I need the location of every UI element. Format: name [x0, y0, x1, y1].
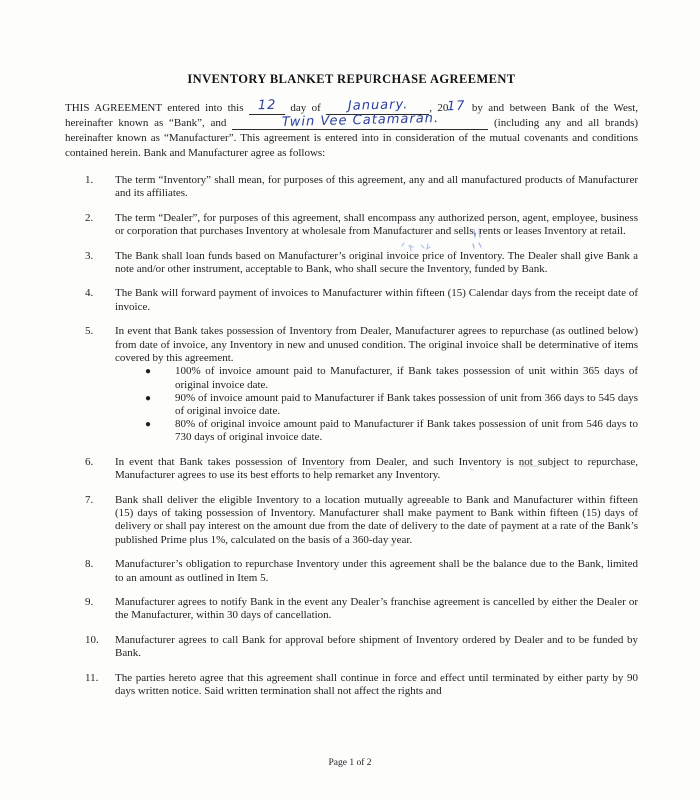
- clause-number: 2.: [85, 211, 94, 224]
- preamble-text-1: THIS AGREEMENT entered into this: [65, 102, 244, 114]
- bullet-text: 80% of original invoice amount paid to Manufacturer if Bank takes possession of unit from 546 days to 730 days of original invoice date.: [175, 418, 638, 444]
- clause-item-6: [65, 456, 638, 483]
- handwritten-month: January.: [347, 97, 409, 114]
- clause-item-5: [65, 325, 638, 444]
- page-footer: Page 1 of 2: [328, 758, 372, 768]
- clause-text: Manufacturer agrees to call Bank for approval before shipment of Inventory ordered by Dealer and to be funded by Bank.: [115, 633, 638, 660]
- clause-number: 11.: [85, 671, 99, 684]
- clause-text: In event that Bank takes possession of Inventory from Dealer, and such Inventory is not subject to repurchase, Manufacturer agrees to use its best efforts to help remarket any Inventory.: [115, 455, 638, 482]
- clause-text: The Bank shall loan funds based on Manufacturer’s original invoice price of Inventory. The Dealer shall give Bank a note and/or other instrument, acceptable to Bank, who shall secure the Inventory, funded by Bank.: [115, 249, 638, 276]
- bullet-item: [115, 392, 638, 418]
- preamble-paragraph: [65, 97, 639, 161]
- repurchase-tier-list: [115, 365, 638, 444]
- preamble-text-5: (including any and all brands) hereinafter known as “Manufacturer”. This agreement is entered into in consideration of the mutual covenants and conditions contained herein. Bank and Manufacturer agree as follows:: [65, 117, 639, 159]
- clause-text: Bank shall deliver the eligible Inventory to a location mutually agreeable to Bank and Manufacturer within fifteen (15) days of taking possession of Inventory. Manufacturer shall make payment to Bank within fifteen (15) days of delivery or shall pay interest on the amount due from the date of delivery to the date of payment at a rate of the Bank’s published Prime plus 1%, calculated on the basis of a 360-day year.: [115, 493, 638, 546]
- bullet-marker: ●: [145, 392, 152, 404]
- preamble-text-4: by and between Bank of the West, hereinafter known as “Bank”, and: [65, 102, 639, 129]
- clause-item-7: [65, 494, 638, 548]
- handwritten-manufacturer-name: Twin Vee Catamaran.: [281, 110, 439, 131]
- clause-number: 6.: [85, 455, 94, 468]
- day-blank: [249, 97, 285, 115]
- clause-text: Manufacturer agrees to notify Bank in the event any Dealer’s franchise agreement is cancelled by either the Dealer or the Manufacturer, within 30 days of cancellation.: [115, 595, 638, 622]
- bullet-item: [115, 365, 638, 391]
- handwritten-year: 17: [446, 98, 466, 115]
- preamble-text-3: , 20: [429, 102, 449, 114]
- bullet-text: 90% of invoice amount paid to Manufacturer if Bank takes possession of unit from 366 days to 545 days of original invoice date.: [175, 391, 638, 418]
- clause-text: In event that Bank takes possession of Inventory from Dealer, Manufacturer agrees to repurchase (as outlined below) from date of invoice, any Inventory in new and unused condition. The original invoice shall be determinative of items covered by this agreement.: [115, 325, 638, 365]
- clause-item-2: [65, 212, 638, 239]
- clause-item-9: [65, 596, 638, 623]
- clause-number: 4.: [85, 287, 94, 300]
- bullet-marker: ●: [145, 419, 152, 431]
- year-blank: [446, 98, 466, 115]
- bullet-item: [115, 418, 638, 444]
- clause-item-11: [65, 672, 638, 699]
- manufacturer-blank: [232, 110, 488, 131]
- clause-number: 1.: [85, 174, 94, 186]
- preamble-text-2: day of: [290, 102, 321, 114]
- clause-number: 9.: [85, 595, 94, 608]
- bullet-text: 100% of invoice amount paid to Manufacturer, if Bank takes possession of unit within 365 days of original invoice date.: [175, 365, 638, 391]
- clause-item-4: [65, 287, 638, 314]
- bullet-marker: ●: [145, 366, 152, 378]
- clause-item-1: [65, 174, 638, 201]
- clause-item-8: [65, 558, 638, 585]
- clause-number: 10.: [85, 633, 99, 646]
- clause-number: 7.: [85, 493, 94, 506]
- clause-text: The parties hereto agree that this agreement shall continue in force and effect until terminated by either party by 90 days written notice. Said written termination shall not affect the rights and: [115, 671, 638, 697]
- clause-number: 3.: [85, 249, 94, 262]
- clause-text: The Bank will forward payment of invoices to Manufacturer within fifteen (15) Calendar days from the receipt date of invoice.: [115, 287, 638, 313]
- clause-item-10: [65, 634, 638, 661]
- clause-number: 8.: [85, 558, 94, 571]
- document-content: [65, 72, 638, 709]
- handwritten-day: 12: [257, 97, 277, 114]
- clause-text: The term “Inventory” shall mean, for purposes of this agreement, any and all manufactured products of Manufacturer and its affiliates.: [115, 174, 638, 200]
- clause-number: 5.: [85, 325, 94, 338]
- clause-text: The term “Dealer”, for purposes of this agreement, shall encompass any authorized person, agent, employee, business or corporation that purchases Inventory at wholesale from Manufacturer and sells, rents or leases Inventory at retail.: [115, 211, 638, 238]
- document-title: INVENTORY BLANKET REPURCHASE AGREEMENT: [187, 72, 516, 86]
- clause-text: Manufacturer’s obligation to repurchase Inventory under this agreement shall be the balance due to the Bank, limited to an amount as outlined in Item 5.: [115, 558, 638, 584]
- clause-list: [65, 174, 638, 698]
- clause-item-3: [65, 250, 638, 277]
